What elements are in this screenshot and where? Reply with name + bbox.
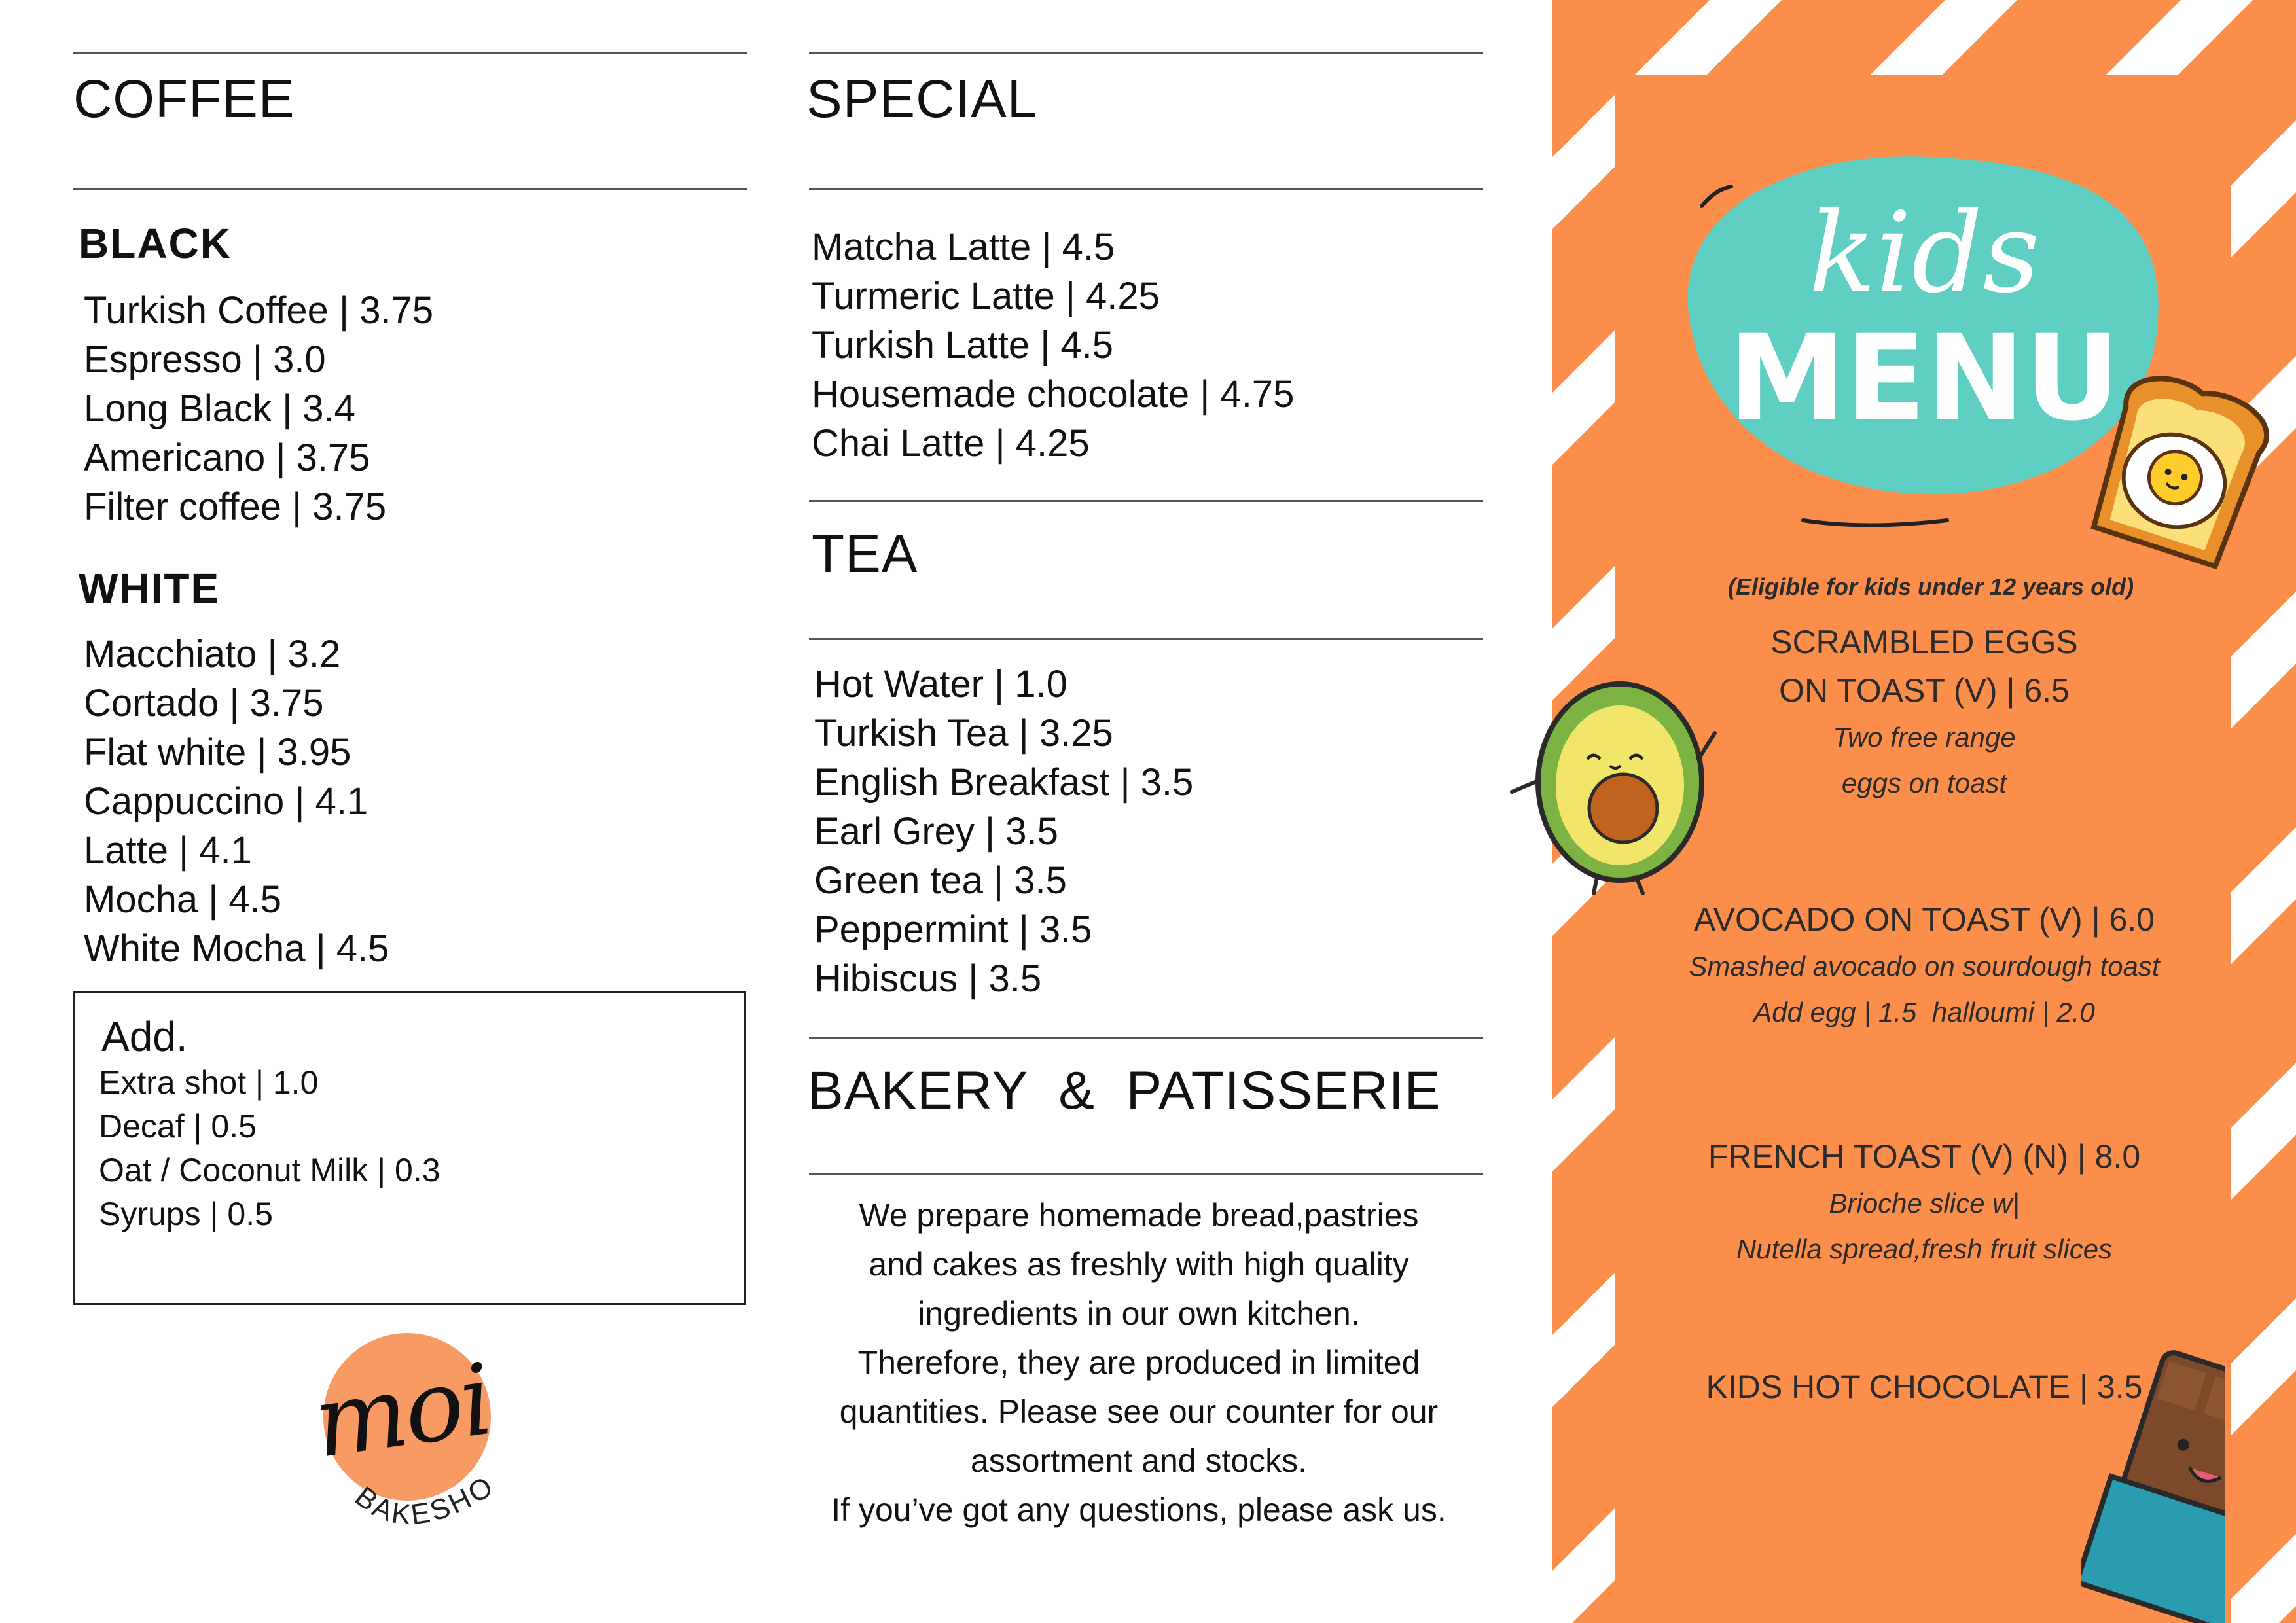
special-list (812, 223, 1294, 468)
special-top-rule (809, 52, 1483, 54)
kids-item-desc: Nutella spread,fresh fruit slices (1736, 1234, 2113, 1264)
list-item: Hibiscus | 3.5 (814, 957, 1042, 1000)
list-item: Mocha | 4.5 (84, 878, 282, 921)
kids-item-title: FRENCH TOAST (V) (N) | 8.0 (1708, 1138, 2141, 1175)
bakery-line: and cakes as freshly with high quality (869, 1246, 1409, 1283)
bakery-line: If you’ve got any questions, please ask us. (831, 1491, 1446, 1528)
list-item: Extra shot | 1.0 (99, 1064, 319, 1101)
list-item: Matcha Latte | 4.5 (812, 226, 1115, 268)
tea-title: TEA (812, 524, 918, 584)
kids-age-note: (Eligible for kids under 12 years old) (1728, 573, 2134, 600)
list-item: English Breakfast | 3.5 (814, 761, 1194, 804)
bakery-line: We prepare homemade bread,pastries (859, 1197, 1419, 1234)
list-item: Turkish Tea | 3.25 (814, 712, 1113, 755)
kids-item-desc: Smashed avocado on sourdough toast (1689, 951, 2160, 982)
bakery-bottom-rule (809, 1173, 1483, 1175)
list-item: White Mocha | 4.5 (84, 927, 389, 970)
list-item: Chai Latte | 4.25 (812, 422, 1090, 465)
kids-item-title: AVOCADO ON TOAST (V) | 6.0 (1694, 901, 2155, 938)
list-item: Filter coffee | 3.75 (84, 486, 387, 528)
list-item: Decaf | 0.5 (99, 1108, 257, 1145)
list-item: Oat / Coconut Milk | 0.3 (99, 1152, 440, 1188)
coffee-top-rule (73, 52, 747, 54)
list-item: Hot Water | 1.0 (814, 663, 1067, 705)
kids-item-title: ON TOAST (V) | 6.5 (1779, 672, 2070, 709)
bakery-line: quantities. Please see our counter for our (839, 1393, 1439, 1430)
list-item: Americano | 3.75 (84, 437, 370, 479)
list-item: Turkish Coffee | 3.75 (84, 289, 434, 332)
white-list (84, 630, 389, 973)
list-item: Latte | 4.1 (84, 829, 252, 872)
toast-egg-icon (2068, 366, 2284, 582)
list-item: Flat white | 3.95 (84, 731, 351, 774)
bakery-top-rule (809, 1037, 1483, 1039)
special-title: SPECIAL (806, 69, 1038, 129)
kids-item-desc: Add egg | 1.5 halloumi | 2.0 (1753, 997, 2095, 1027)
white-title: WHITE (79, 565, 221, 612)
kids-item-avocado-toast (1643, 895, 2206, 1035)
logo-subtitle: BAKESHO (349, 1469, 501, 1531)
kids-item-french-toast (1643, 1132, 2206, 1272)
bakery-title: BAKERY & PATISSERIE (808, 1061, 1441, 1120)
logo-script: moi (307, 1343, 497, 1480)
add-ons-box (73, 991, 746, 1305)
list-item: Turkish Latte | 4.5 (812, 324, 1114, 366)
kids-item-title: SCRAMBLED EGGS (1770, 624, 2078, 660)
add-list (99, 1061, 440, 1236)
bakery-description (812, 1191, 1466, 1535)
list-item: Macchiato | 3.2 (84, 633, 341, 675)
special-bottom-rule (809, 188, 1483, 190)
list-item: Peppermint | 3.5 (814, 908, 1092, 951)
tea-bottom-rule (809, 638, 1483, 640)
coffee-title: COFFEE (73, 69, 295, 129)
kids-item-desc: Two free range (1833, 722, 2016, 753)
tea-top-rule (809, 500, 1483, 502)
kids-title-small: kids (1808, 188, 2040, 318)
kids-item-title: KIDS HOT CHOCOLATE | 3.5 (1706, 1368, 2143, 1405)
kids-item-scrambled-eggs (1676, 618, 2173, 806)
bakery-line: assortment and stocks. (970, 1442, 1308, 1479)
bakeshop-logo (301, 1329, 517, 1551)
coffee-bottom-rule (73, 188, 747, 190)
black-list (84, 286, 433, 531)
list-item: Espresso | 3.0 (84, 338, 326, 381)
list-item: Green tea | 3.5 (814, 859, 1067, 902)
list-item: Cappuccino | 4.1 (84, 780, 368, 823)
add-title: Add. (101, 1013, 188, 1060)
bakery-line: Therefore, they are produced in limited (857, 1344, 1420, 1381)
list-item: Cortado | 3.75 (84, 682, 324, 724)
bakery-line: ingredients in our own kitchen. (918, 1295, 1360, 1332)
kids-item-hot-chocolate (1643, 1363, 2206, 1411)
list-item: Housemade chocolate | 4.75 (812, 373, 1295, 416)
list-item: Syrups | 0.5 (99, 1196, 273, 1232)
kids-item-desc: eggs on toast (1841, 768, 2007, 798)
list-item: Long Black | 3.4 (84, 387, 355, 430)
black-title: BLACK (79, 220, 232, 267)
kids-title-big: MENU (1728, 310, 2121, 447)
tea-list (814, 660, 1193, 1003)
kids-item-desc: Brioche slice w| (1829, 1188, 2020, 1219)
list-item: Earl Grey | 3.5 (814, 810, 1058, 853)
list-item: Turmeric Latte | 4.25 (812, 275, 1160, 317)
